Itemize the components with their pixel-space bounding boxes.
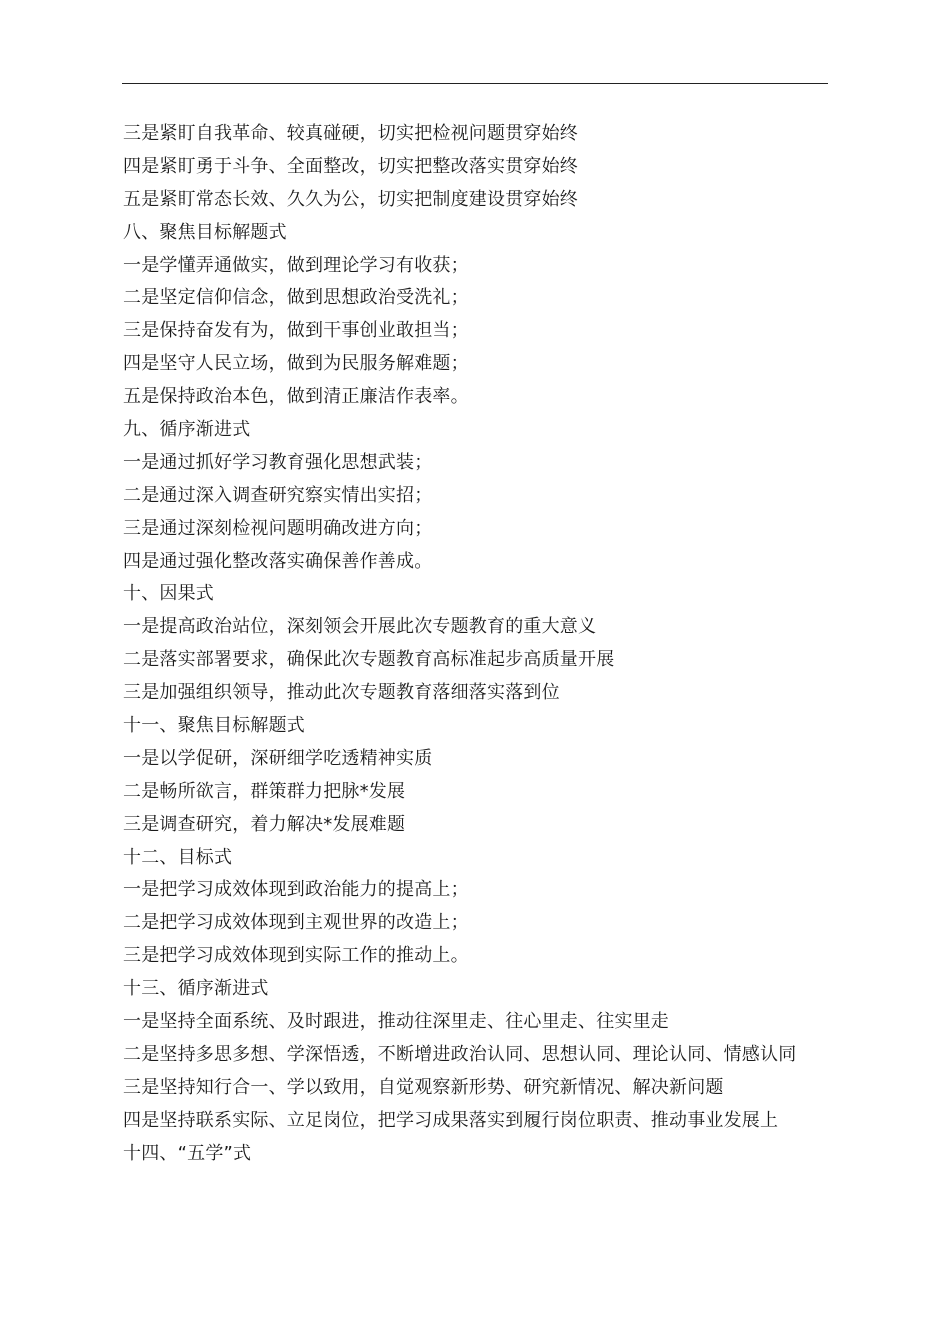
text-line: 三是调查研究，着力解决*发展难题 [123, 813, 406, 835]
text-line: 一是把学习成效体现到政治能力的提高上； [123, 879, 469, 901]
text-line: 二是通过深入调查研究察实情出实招； [123, 484, 433, 506]
text-line: 四是坚持联系实际、立足岗位，把学习成果落实到履行岗位职责、推动事业发展上 [123, 1109, 779, 1131]
section-heading: 十三、循序渐进式 [123, 978, 269, 1000]
text-line: 一是通过抓好学习教育强化思想武装； [123, 451, 433, 473]
text-line: 二是坚持多思多想、学深悟透，不断增进政治认同、思想认同、理论认同、情感认同 [123, 1043, 797, 1065]
text-line: 五是紧盯常态长效、久久为公，切实把制度建设贯穿始终 [123, 188, 578, 210]
section-heading: 九、循序渐进式 [123, 419, 251, 441]
text-line: 三是通过深刻检视问题明确改进方向； [123, 517, 433, 539]
text-line: 四是通过强化整改落实确保善作善成。 [123, 550, 433, 572]
section-heading: 十四、“五学”式 [123, 1142, 252, 1164]
text-line: 三是紧盯自我革命、较真碰硬，切实把检视问题贯穿始终 [123, 123, 578, 144]
text-line: 三是加强组织领导，推动此次专题教育落细落实落到位 [123, 682, 560, 704]
text-line: 四是紧盯勇于斗争、全面整改，切实把整改落实贯穿始终 [123, 155, 578, 177]
section-heading: 八、聚焦目标解题式 [123, 221, 287, 243]
text-line: 一是以学促研，深研细学吃透精神实质 [123, 747, 433, 769]
text-line: 二是畅所欲言，群策群力把脉*发展 [123, 780, 406, 802]
document-body [123, 122, 829, 1175]
text-line: 二是坚定信仰信念，做到思想政治受洗礼； [123, 287, 469, 309]
section-heading: 十二、目标式 [123, 846, 233, 868]
text-line: 三是坚持知行合一、学以致用，自觉观察新形势、研究新情况、解决新问题 [123, 1076, 724, 1098]
text-line: 二是落实部署要求，确保此次专题教育高标准起步高质量开展 [123, 649, 615, 671]
header-rule [122, 83, 828, 84]
text-line: 五是保持政治本色，做到清正廉洁作表率。 [123, 386, 469, 408]
text-line: 二是把学习成效体现到主观世界的改造上； [123, 912, 469, 934]
text-line: 四是坚守人民立场，做到为民服务解难题； [123, 353, 469, 375]
text-line: 一是提高政治站位，深刻领会开展此次专题教育的重大意义 [123, 616, 597, 638]
text-line: 三是保持奋发有为，做到干事创业敢担当； [123, 320, 469, 342]
text-line: 三是把学习成效体现到实际工作的推动上。 [123, 945, 469, 967]
text-line: 一是学懂弄通做实，做到理论学习有收获； [123, 254, 469, 276]
section-heading: 十一、聚焦目标解题式 [123, 715, 305, 737]
section-heading: 十、因果式 [123, 583, 214, 605]
text-line: 一是坚持全面系统、及时跟进，推动往深里走、往心里走、往实里走 [123, 1011, 669, 1033]
